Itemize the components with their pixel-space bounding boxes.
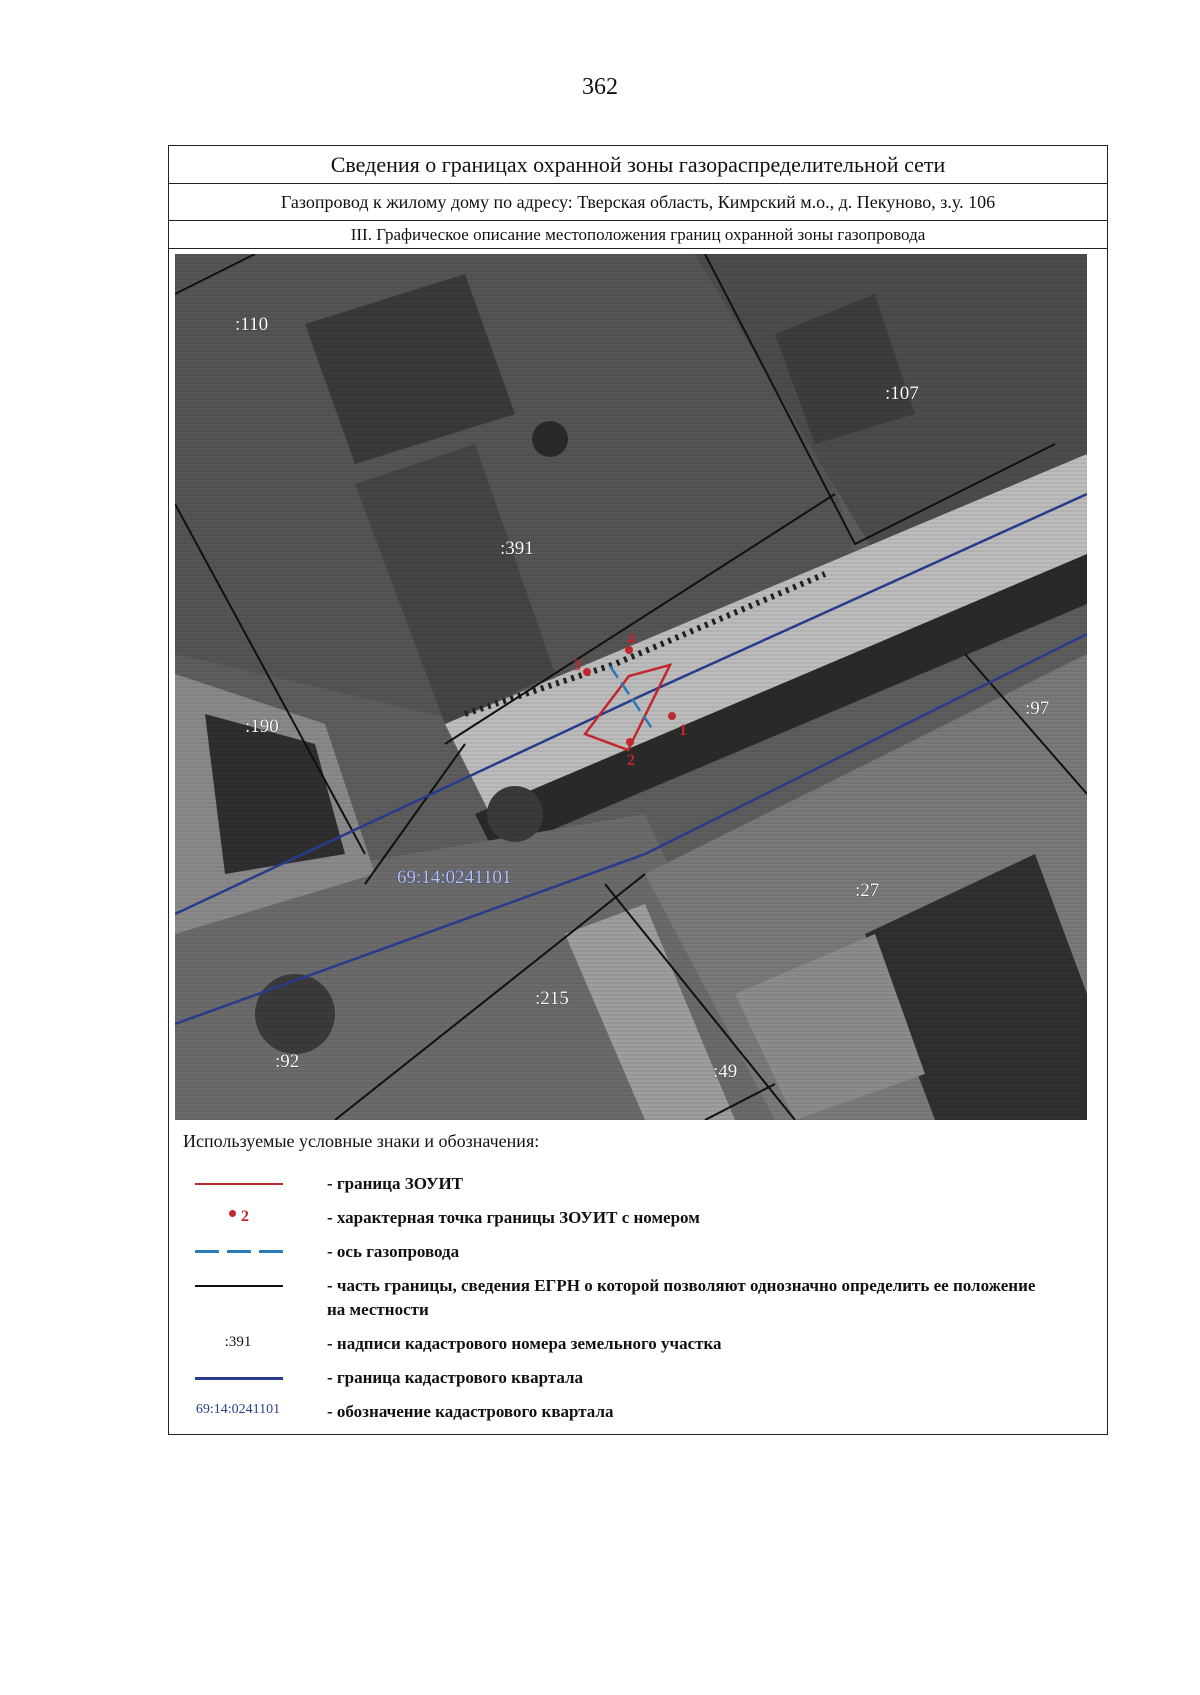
legend-symbol-gas-axis — [183, 1240, 293, 1264]
legend-symbol-quarter-label — [183, 1400, 293, 1424]
aerial-map[interactable] — [175, 254, 1087, 1120]
legend-parcel-sample: :391 — [224, 1334, 252, 1350]
zouit-point-3[interactable] — [583, 668, 591, 676]
parcel-label-391[interactable]: :391 — [500, 538, 534, 559]
legend-text: - надписи кадастрового номера земельного участка — [327, 1334, 722, 1353]
legend-title: Используемые условные знаки и обозначения: — [183, 1131, 540, 1151]
parcel-label-27[interactable]: :27 — [855, 880, 880, 901]
legend-quarter-sample: 69:14:0241101 — [195, 1402, 281, 1417]
parcel-label-92[interactable]: :92 — [275, 1051, 300, 1072]
parcel-label-190[interactable]: :190 — [245, 716, 279, 737]
map-svg — [175, 254, 1087, 1120]
point-label-3: 3 — [573, 657, 581, 674]
document-frame — [168, 145, 1108, 1435]
legend-symbol-parcel-label — [183, 1332, 293, 1356]
point-label-4: 4 — [627, 631, 635, 648]
legend-text: - характерная точка границы ЗОУИТ с номером — [327, 1208, 700, 1227]
legend-symbol-zouit-boundary — [183, 1172, 293, 1196]
parcel-label-49[interactable]: :49 — [713, 1061, 738, 1082]
parcel-label-107[interactable]: :107 — [885, 383, 919, 404]
zouit-point-2[interactable] — [626, 738, 634, 746]
point-label-2: 2 — [627, 752, 635, 769]
document-title: Сведения о границах охранной зоны газораспределительной сети — [169, 146, 1107, 184]
section-title: III. Графическое описание местоположения границ охранной зоны газопровода — [169, 221, 1107, 249]
parcel-label-215[interactable]: :215 — [535, 988, 569, 1009]
legend-symbol-zouit-point — [183, 1206, 293, 1230]
legend-text: - часть границы, сведения ЕГРН о которой позволяют однозначно определить ее положение на местности — [327, 1276, 1036, 1319]
quarter-label[interactable]: 69:14:0241101 — [397, 867, 512, 888]
legend-symbol-parcel-boundary — [183, 1274, 293, 1298]
parcel-label-110[interactable]: :110 — [235, 314, 269, 335]
legend-symbol-quarter-boundary — [183, 1366, 293, 1390]
legend-text: - обозначение кадастрового квартала — [327, 1402, 614, 1421]
legend-text: - граница кадастрового квартала — [327, 1368, 584, 1387]
scan-overlay — [175, 254, 1087, 1120]
parcel-label-97[interactable]: :97 — [1025, 698, 1050, 719]
legend-point-sample: 2 — [241, 1208, 249, 1225]
object-description: Газопровод к жилому дому по адресу: Тверская область, Кимрский м.о., д. Пекуново, з.у. 106 — [169, 184, 1107, 221]
page-number: 362 — [582, 74, 618, 100]
point-label-1: 1 — [679, 722, 687, 739]
zouit-point-1[interactable] — [668, 712, 676, 720]
legend-text: - ось газопровода — [327, 1242, 460, 1261]
legend-text: - граница ЗОУИТ — [327, 1174, 463, 1193]
